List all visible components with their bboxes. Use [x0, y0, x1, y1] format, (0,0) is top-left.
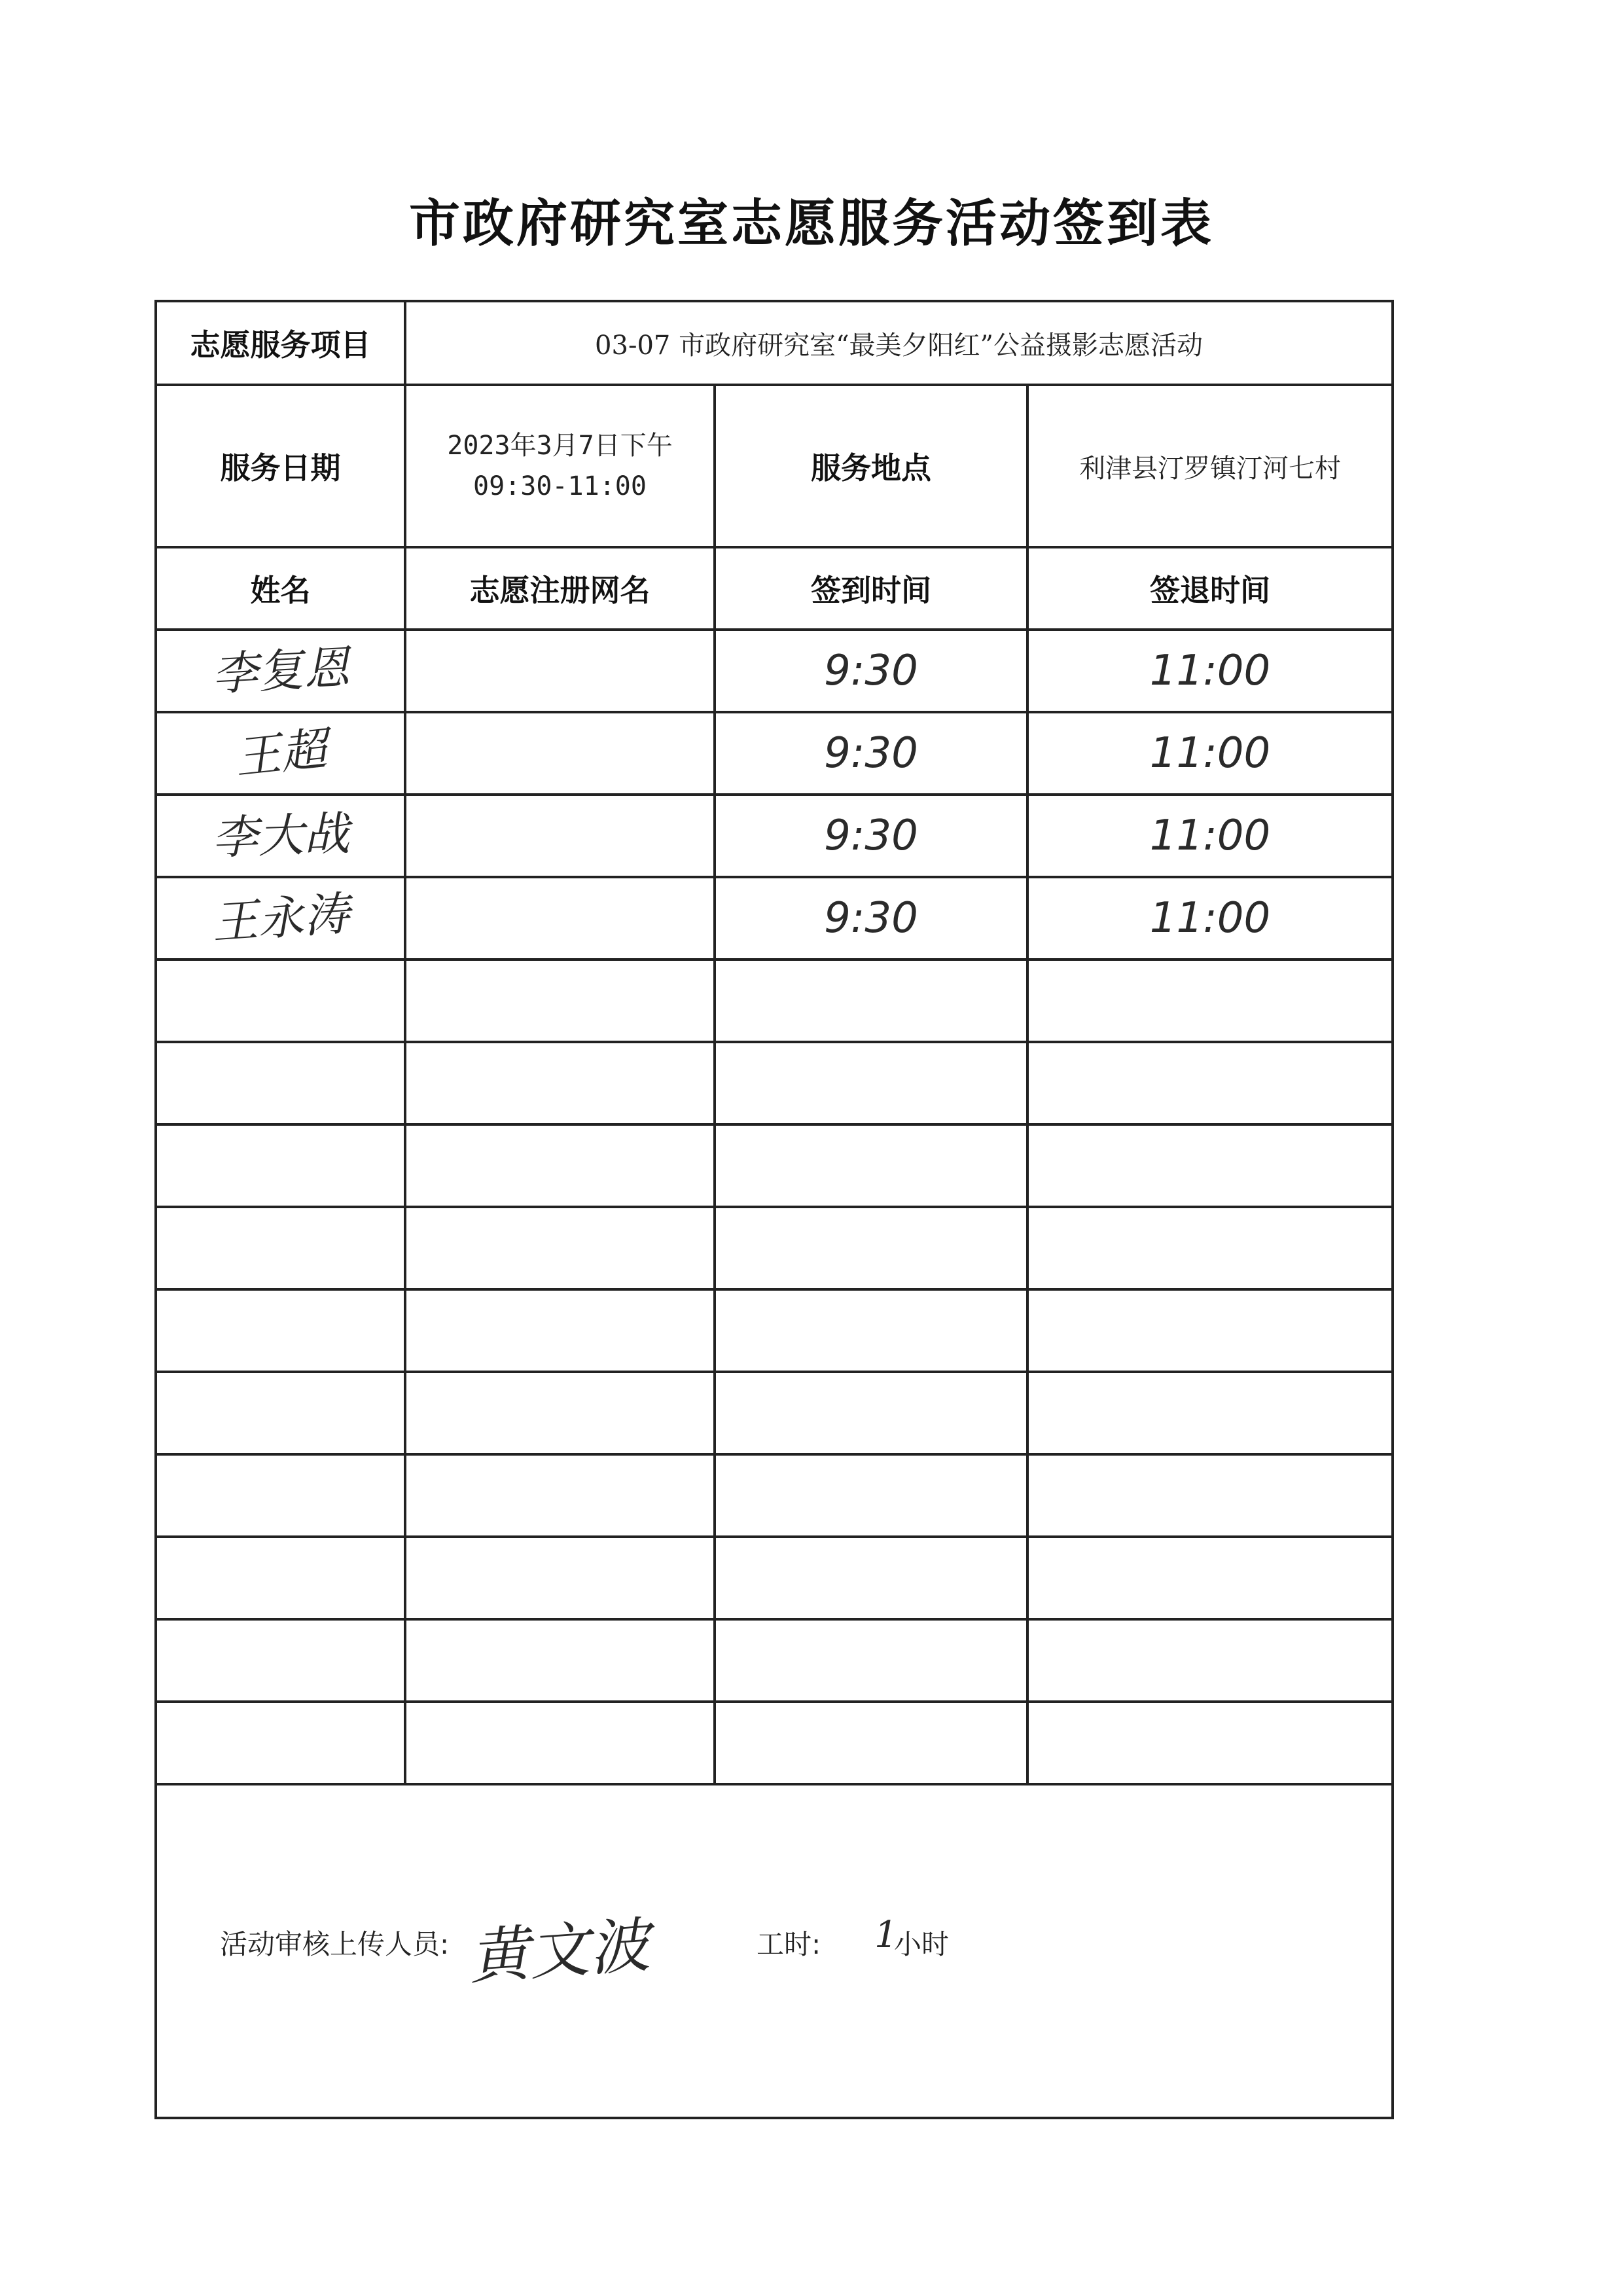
handwritten-checkout: 11:00	[1149, 647, 1271, 695]
empty-cell	[1027, 960, 1393, 1042]
footer-cell	[156, 1784, 1393, 2118]
empty-cell	[715, 1042, 1027, 1124]
column-header-row	[156, 547, 1393, 630]
column-header-checkout: 签退时间	[1027, 547, 1393, 630]
empty-cell	[405, 1702, 715, 1784]
service-date-label: 服务日期	[156, 385, 405, 547]
signature-cell	[156, 712, 405, 795]
nickname-cell	[405, 877, 715, 960]
empty-cell	[715, 1619, 1027, 1702]
empty-cell	[715, 1454, 1027, 1537]
empty-cell	[715, 960, 1027, 1042]
handwritten-checkin: 9:30	[824, 894, 918, 942]
empty-cell	[156, 1124, 405, 1207]
empty-cell	[405, 1042, 715, 1124]
empty-cell	[1027, 1207, 1393, 1289]
service-date-line1: 2023年3月7日下午	[447, 431, 673, 461]
empty-cell	[405, 1207, 715, 1289]
empty-cell	[715, 1207, 1027, 1289]
empty-cell	[405, 1289, 715, 1372]
hours-label: 工时:	[757, 1928, 821, 1960]
checkin-cell	[715, 795, 1027, 877]
service-date-value	[405, 385, 715, 547]
signature-cell	[156, 877, 405, 960]
checkin-cell	[715, 877, 1027, 960]
table-row	[156, 877, 1393, 960]
empty-row	[156, 1289, 1393, 1372]
checkout-cell	[1027, 712, 1393, 795]
handwritten-name: 王超	[232, 721, 329, 785]
reviewer-signature: 黄文波	[467, 1910, 652, 1993]
empty-cell	[405, 1124, 715, 1207]
nickname-cell	[405, 712, 715, 795]
table-row	[156, 795, 1393, 877]
empty-row	[156, 1207, 1393, 1289]
empty-cell	[715, 1702, 1027, 1784]
nickname-cell	[405, 795, 715, 877]
empty-cell	[156, 1619, 405, 1702]
footer-row	[156, 1784, 1393, 2118]
table-row	[156, 630, 1393, 712]
empty-cell	[405, 1537, 715, 1619]
nickname-cell	[405, 630, 715, 712]
empty-cell	[156, 1372, 405, 1454]
checkin-cell	[715, 630, 1027, 712]
empty-row	[156, 1702, 1393, 1784]
checkout-cell	[1027, 877, 1393, 960]
empty-cell	[156, 1537, 405, 1619]
empty-cell	[156, 1207, 405, 1289]
empty-row	[156, 1619, 1393, 1702]
empty-cell	[405, 1619, 715, 1702]
service-location-label: 服务地点	[715, 385, 1027, 547]
empty-row	[156, 1454, 1393, 1537]
document-title: 市政府研究室志愿服务活动签到表	[408, 194, 1214, 253]
service-row	[156, 385, 1393, 547]
empty-cell	[1027, 1454, 1393, 1537]
handwritten-name: 李大战	[211, 806, 350, 865]
reviewer-label: 活动审核上传人员:	[220, 1928, 450, 1960]
empty-cell	[156, 1289, 405, 1372]
empty-row	[156, 1042, 1393, 1124]
empty-cell	[1027, 1619, 1393, 1702]
empty-cell	[1027, 1372, 1393, 1454]
project-label: 志愿服务项目	[156, 301, 405, 385]
empty-cell	[405, 1372, 715, 1454]
service-location-value: 利津县汀罗镇汀河七村	[1027, 385, 1393, 547]
empty-cell	[715, 1372, 1027, 1454]
hours-value: 1	[874, 1914, 898, 1956]
signature-cell	[156, 630, 405, 712]
empty-cell	[715, 1124, 1027, 1207]
column-header-name: 姓名	[156, 547, 405, 630]
empty-row	[156, 960, 1393, 1042]
checkout-cell	[1027, 795, 1393, 877]
column-header-checkin: 签到时间	[715, 547, 1027, 630]
empty-row	[156, 1124, 1393, 1207]
empty-cell	[1027, 1289, 1393, 1372]
project-row	[156, 301, 1393, 385]
empty-cell	[156, 960, 405, 1042]
handwritten-checkout: 11:00	[1149, 894, 1271, 942]
empty-cell	[1027, 1124, 1393, 1207]
handwritten-name: 李复恩	[210, 640, 351, 702]
signin-table	[154, 300, 1394, 2119]
empty-cell	[156, 1454, 405, 1537]
empty-row	[156, 1372, 1393, 1454]
empty-cell	[715, 1289, 1027, 1372]
signature-cell	[156, 795, 405, 877]
empty-cell	[405, 960, 715, 1042]
checkin-cell	[715, 712, 1027, 795]
handwritten-checkout: 11:00	[1149, 812, 1271, 860]
empty-cell	[405, 1454, 715, 1537]
handwritten-checkin: 9:30	[824, 647, 918, 695]
service-date-line2: 09:30-11:00	[473, 471, 647, 501]
empty-cell	[1027, 1042, 1393, 1124]
handwritten-name: 王永涛	[209, 886, 351, 950]
empty-row	[156, 1537, 1393, 1619]
hours-unit: 小时	[894, 1928, 950, 1960]
handwritten-checkin: 9:30	[824, 729, 918, 778]
empty-cell	[1027, 1537, 1393, 1619]
handwritten-checkout: 11:00	[1149, 729, 1271, 778]
table-row	[156, 712, 1393, 795]
column-header-nickname: 志愿注册网名	[405, 547, 715, 630]
empty-cell	[715, 1537, 1027, 1619]
footer-line	[220, 1910, 1267, 1993]
handwritten-checkin: 9:30	[824, 812, 918, 860]
project-value: 03-07 市政府研究室“最美夕阳红”公益摄影志愿活动	[405, 301, 1393, 385]
empty-cell	[156, 1042, 405, 1124]
empty-cell	[156, 1702, 405, 1784]
checkout-cell	[1027, 630, 1393, 712]
empty-cell	[1027, 1702, 1393, 1784]
